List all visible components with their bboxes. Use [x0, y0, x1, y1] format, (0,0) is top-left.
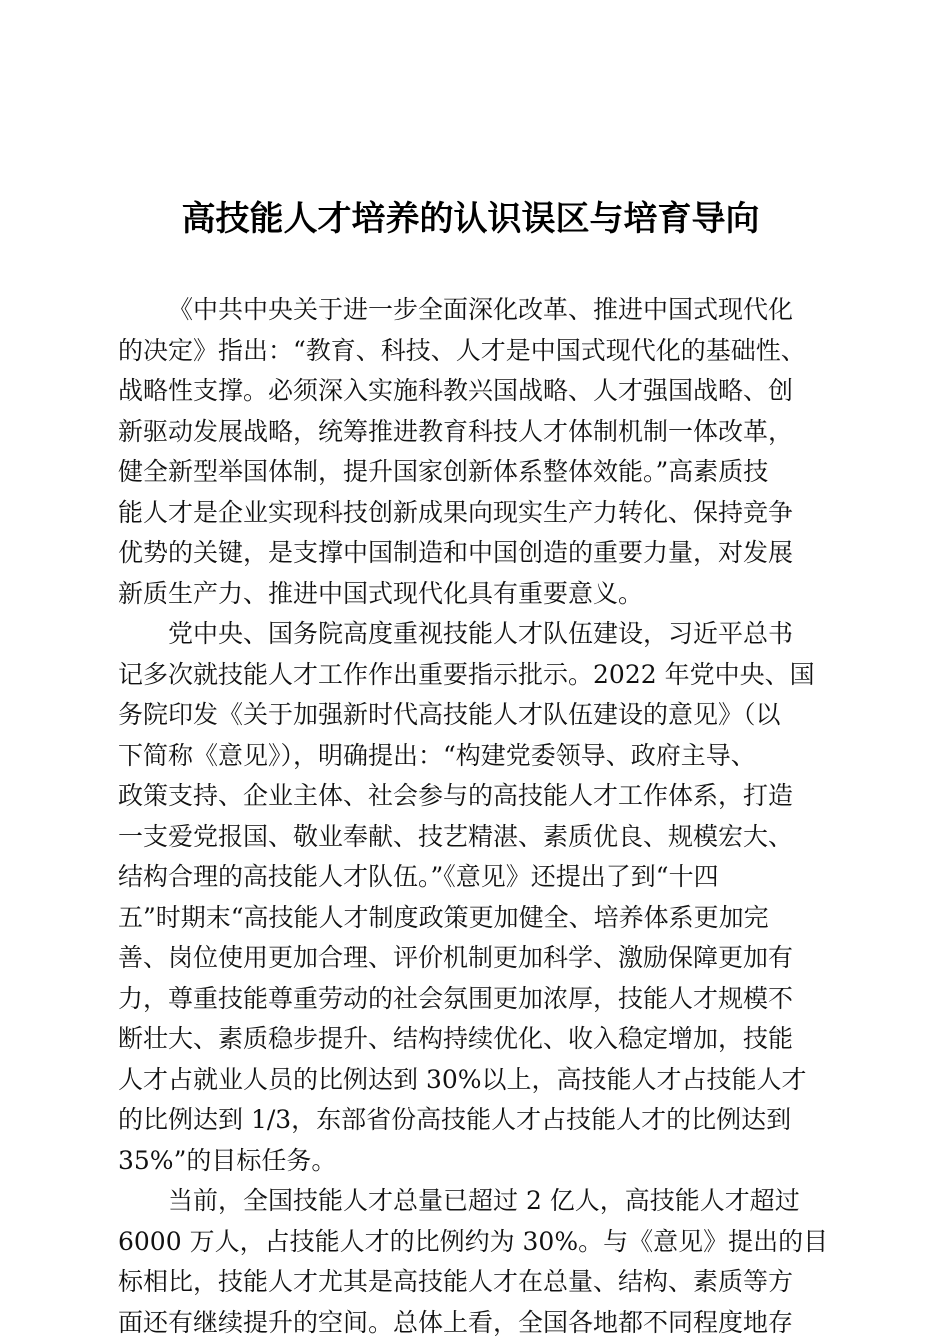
text-line: 6000 万人，占技能人才的比例约为 30%。与《意见》提出的目 — [118, 1226, 829, 1256]
text-line: 优势的关键，是支撑中国制造和中国创造的重要力量，对发展 — [118, 538, 794, 567]
paragraph — [118, 614, 823, 1181]
text-line: 《中共中央关于进一步全面深化改革、推进中国式现代化 — [168, 295, 794, 324]
text-line: 党中央、国务院高度重视技能人才队伍建设，习近平总书 — [168, 619, 794, 648]
text-line: 结构合理的高技能人才队伍。”《意见》还提出了到“十四 — [118, 862, 719, 891]
text-line: 35%”的目标任务。 — [118, 1145, 337, 1175]
text-line: 下简称《意见》），明确提出：“构建党委领导、政府主导、 — [118, 740, 756, 770]
text-line: 能人才是企业实现科技创新成果向现实生产力转化、保持竞争 — [118, 497, 794, 527]
text-line: 政策支持、企业主体、社会参与的高技能人才工作体系，打造 — [118, 781, 794, 810]
text-line: 五”时期末“高技能人才制度政策更加健全、培养体系更加完 — [118, 902, 769, 932]
text-line: 健全新型举国体制，提升国家创新体系整体效能。”高素质技 — [118, 457, 769, 486]
document-title: 高技能人才培养的认识误区与培育导向 — [181, 199, 760, 239]
text-line: 的决定》指出：“教育、科技、人才是中国式现代化的基础性、 — [118, 335, 806, 365]
paragraph — [118, 290, 823, 614]
text-line: 战略性支撑。必须深入实施科教兴国战略、人才强国战略、创 — [118, 376, 794, 405]
text-line: 务院印发《关于加强新时代高技能人才队伍建设的意见》（以 — [118, 700, 781, 729]
text-line: 新驱动发展战略，统筹推进教育科技人才体制机制一体改革， — [118, 416, 794, 446]
text-line: 当前，全国技能人才总量已超过 2 亿人，高技能人才超过 — [168, 1186, 800, 1215]
document-body — [118, 290, 829, 1343]
text-line: 记多次就技能人才工作作出重要指示批示。2022 年党中央、国 — [118, 659, 815, 689]
text-line: 新质生产力、推进中国式现代化具有重要意义。 — [118, 578, 644, 608]
text-line: 善、岗位使用更加合理、评价机制更加科学、激励保障更加有 — [118, 943, 794, 972]
text-line: 标相比，技能人才尤其是高技能人才在总量、结构、素质等方 — [118, 1267, 794, 1296]
paragraph — [118, 1181, 829, 1343]
text-line: 的比例达到 1/3，东部省份高技能人才占技能人才的比例达到 — [118, 1105, 792, 1134]
text-line: 面还有继续提升的空间。总体上看，全国各地都不同程度地存 — [118, 1307, 794, 1337]
text-line: 人才占就业人员的比例达到 30%以上，高技能人才占技能人才 — [118, 1064, 807, 1094]
text-line: 断壮大、素质稳步提升、结构持续优化、收入稳定增加，技能 — [118, 1024, 794, 1053]
text-line: 力，尊重技能尊重劳动的社会氛围更加浓厚，技能人才规模不 — [118, 983, 794, 1013]
text-line: 一支爱党报国、敬业奉献、技艺精湛、素质优良、规模宏大、 — [118, 821, 794, 851]
